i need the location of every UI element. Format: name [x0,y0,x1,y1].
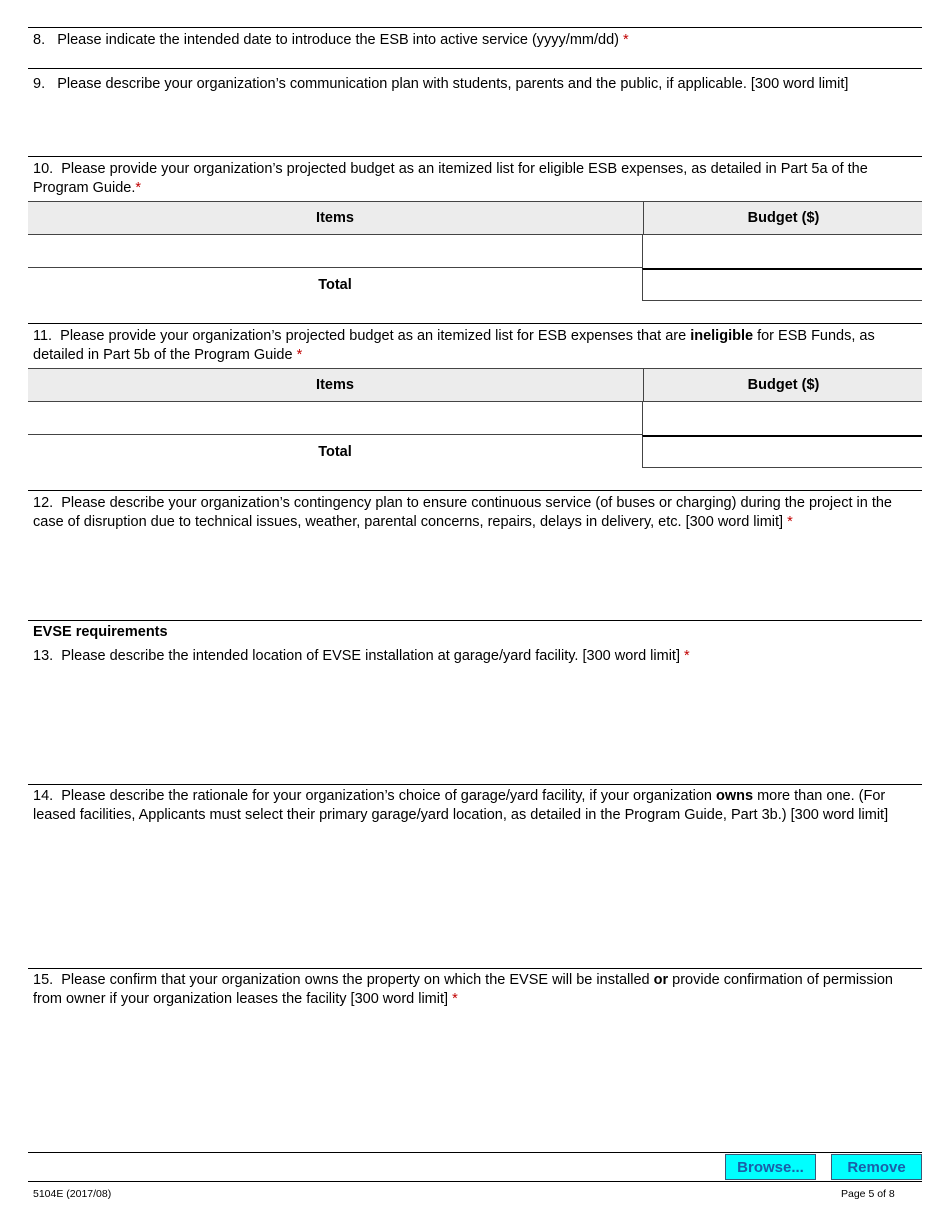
eligible-total-label: Total [318,277,352,293]
question-text: Please indicate the intended date to introduce the ESB into active service (yyyy/mm/dd) [57,32,619,48]
divider [28,156,922,157]
contingency-plan-input[interactable] [33,538,922,620]
ineligible-total-input[interactable] [643,437,922,467]
eligible-total-input[interactable] [643,270,922,300]
ineligible-budget-table-header [28,368,922,402]
ineligible-total-cell[interactable] [642,435,922,468]
question-text-continued: more than one. (For leased facilities, Applicants must select their primary garage/yard location, as detailed in the Program Guide, Part 3b.) [300 word limit] [33,788,889,823]
question-number: 8. [33,32,46,48]
question-text-continued: provide confirmation of permission from owner if your organization leases the facility [300 word limit] [33,972,893,1007]
required-marker: * [135,180,142,196]
divider [28,27,922,28]
question-text: Please confirm that your organization owns the property on which the EVSE will be installed [61,972,654,988]
question-12 [33,494,918,532]
question-number: 13. [33,648,54,664]
page-number: Page 5 of 8 [841,1188,895,1200]
property-confirmation-input[interactable] [33,1014,922,1152]
facility-rationale-input[interactable] [33,830,922,968]
question-13 [33,647,918,666]
question-9 [33,75,918,94]
question-emphasis: owns [715,788,754,804]
question-text: Please provide your organization’s projected budget as an itemized list for eligible ESB expenses, as detailed in Part 5a of the Program Guide. [33,161,868,196]
ineligible-budget-cell[interactable] [642,402,922,435]
eligible-budget-input[interactable] [643,235,922,268]
required-marker: * [787,514,793,530]
ineligible-total-label: Total [318,444,352,460]
divider [28,323,922,324]
budget-column-header: Budget ($) [643,202,923,234]
items-column-header: Items [316,377,354,393]
question-text: Please describe your organization’s communication plan with students, parents and the public, if applicable. [300 word limit] [57,76,849,92]
question-emphasis: or [653,972,669,988]
browse-button[interactable]: Browse... [725,1154,816,1180]
question-number: 14. [33,788,54,804]
eligible-budget-table-header [28,201,922,235]
eligible-total-cell[interactable] [642,268,922,301]
eligible-item-cell[interactable] [28,235,642,268]
required-marker: * [684,648,690,664]
question-text: Please describe the intended location of EVSE installation at garage/yard facility. [300 word limit] [61,648,680,664]
required-marker: * [296,347,303,363]
divider [28,784,922,785]
question-text: Please describe your organization’s contingency plan to ensure continuous service (of buses or charging) during the project in the case of disruption due to technical issues, weather, parental concerns, repairs, delays in delivery, etc. [300 word limit] [33,495,892,530]
remove-button[interactable]: Remove [831,1154,922,1180]
eligible-item-input[interactable] [28,235,642,267]
question-text: Please provide your organization’s projected budget as an itemized list for ESB expenses that are [60,328,691,344]
question-emphasis: ineligible [690,328,754,344]
budget-column-header: Budget ($) [643,369,923,401]
divider [28,68,922,69]
question-number: 10. [33,161,54,177]
question-15 [33,971,918,1009]
required-marker: * [452,991,458,1007]
section-heading-evse: EVSE requirements [33,624,168,640]
divider [28,490,922,491]
question-10 [33,160,918,198]
ineligible-item-input[interactable] [28,402,642,434]
eligible-budget-cell[interactable] [642,235,922,268]
question-number: 9. [33,76,46,92]
divider [28,968,922,969]
ineligible-budget-input[interactable] [643,402,922,435]
divider [28,1181,922,1182]
question-number: 15. [33,972,54,988]
ineligible-item-cell[interactable] [28,402,642,435]
communication-plan-input[interactable] [33,98,922,156]
question-11 [33,327,918,365]
evse-location-input[interactable] [33,670,922,784]
divider [28,620,922,621]
question-text: Please describe the rationale for your organization’s choice of garage/yard facility, if your organization [61,788,716,804]
form-id: 5104E (2017/08) [33,1188,112,1200]
required-marker: * [623,32,629,48]
divider [28,1152,922,1153]
question-text-continued: for ESB Funds, as detailed in Part 5b of the Program Guide [33,328,875,363]
question-8 [33,31,918,50]
question-number: 11. [33,328,53,344]
question-14 [33,787,918,825]
question-number: 12. [33,495,54,511]
items-column-header: Items [316,210,354,226]
